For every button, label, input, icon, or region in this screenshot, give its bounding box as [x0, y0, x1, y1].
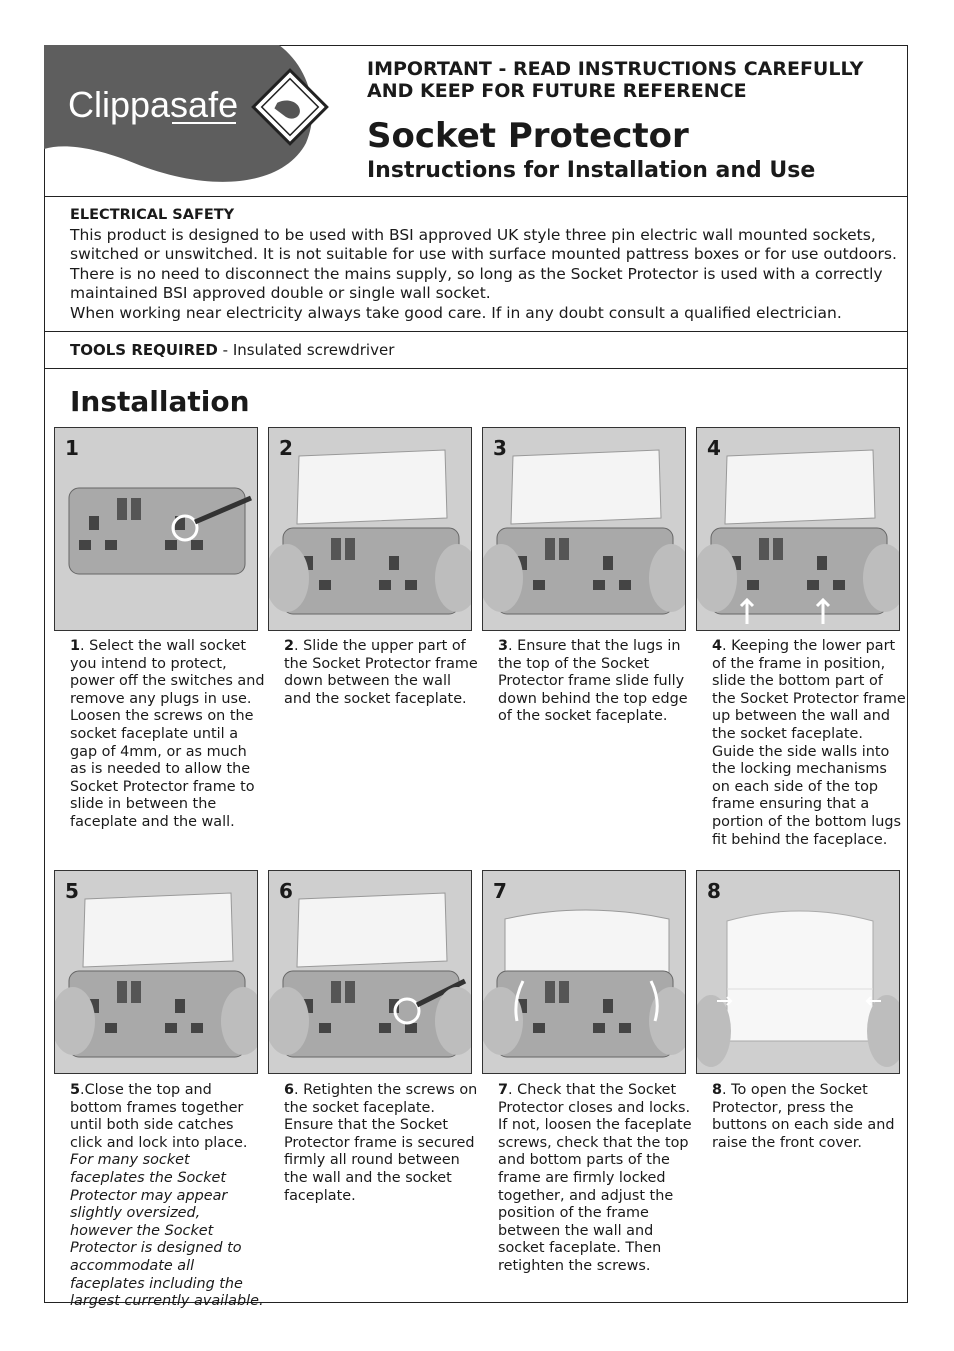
step-4-number: 4: [707, 436, 721, 460]
step-5-text: [70, 1082, 266, 1311]
installation-heading: Installation: [70, 385, 250, 418]
step-8-label: 8: [712, 1082, 723, 1098]
step-2-number: 2: [279, 436, 293, 460]
step-8-image: [696, 870, 900, 1074]
electrical-safety-heading: ELECTRICAL SAFETY: [70, 207, 235, 223]
step-7-text: [498, 1082, 694, 1276]
step-7-label: 7: [498, 1082, 509, 1098]
step-1-description: . Select the wall socket you intend to protect, power off the switches and remove any plugs in use. Loosen the screws on the socket faceplate until a gap of 4mm, or as much as is needed to allow the Socket Protector frame to slide in between the faceplate and the wall.: [70, 638, 265, 830]
step-7-number: 7: [493, 879, 507, 903]
step-1-text: [70, 638, 266, 832]
step-8-number: 8: [707, 879, 721, 903]
step-6-number: 6: [279, 879, 293, 903]
step-3-image: [482, 427, 686, 631]
step-7-image: [482, 870, 686, 1074]
step-1-label: 1: [70, 638, 81, 654]
step-7-description: . Check that the Socket Protector closes and locks. If not, loosen the faceplate screws, check that the top and bottom parts of the frame are firmly locked together, and adjust the position of the frame between the wall and socket faceplate. Then retighten the screws.: [498, 1082, 692, 1274]
svg-text:Clippasafe: Clippasafe: [68, 84, 239, 125]
step-8-text: [712, 1082, 908, 1152]
divider-safety: [44, 331, 908, 332]
step-2-label: 2: [284, 638, 295, 654]
step-3-number: 3: [493, 436, 507, 460]
electrical-safety-body: This product is designed to be used with BSI approved UK style three pin electric wall mounted sockets, switched or unswitched. It is not suitable for use with surface mounted pattress boxes or for use outdoors. There is no need to disconnect the mains supply, so long as the Socket Protector is used with a correctly maintained BSI approved double or single wall socket.: [70, 225, 897, 302]
tools-required-label: TOOLS REQUIRED: [70, 341, 218, 359]
step-2-image: [268, 427, 472, 631]
step-5-image: [54, 870, 258, 1074]
step-5-label: 5: [70, 1082, 81, 1098]
step-2-description: . Slide the upper part of the Socket Protector frame down between the wall and the socket faceplate.: [284, 638, 478, 707]
step-5-description: .Close the top and bottom frames together until both side catches click and lock into place.: [70, 1082, 248, 1151]
step-2-text: [284, 638, 480, 708]
step-3-label: 3: [498, 638, 509, 654]
electrical-safety-warning: When working near electricity always take good care. If in any doubt consult a qualified electrician.: [70, 303, 842, 322]
step-4-image: [696, 427, 900, 631]
step-6-image: [268, 870, 472, 1074]
page-title: Socket Protector: [367, 116, 689, 156]
electrical-safety-section: [70, 206, 900, 323]
step-6-description: . Retighten the screws on the socket faceplate. Ensure that the Socket Protector frame is secured firmly all round between the wall and the socket faceplate.: [284, 1082, 478, 1204]
clippasafe-logo: [44, 45, 344, 197]
tools-required: [70, 340, 394, 360]
tools-required-text: - Insulated screwdriver: [217, 341, 395, 359]
important-notice: IMPORTANT - READ INSTRUCTIONS CAREFULLY AND KEEP FOR FUTURE REFERENCE: [367, 58, 864, 102]
step-6-label: 6: [284, 1082, 295, 1098]
step-1-image: [54, 427, 258, 631]
page-subtitle: Instructions for Installation and Use: [367, 158, 816, 183]
step-4-description: . Keeping the lower part of the frame in position, slide the bottom part of the Socket Protector frame up between the wall and the socket faceplate. Guide the side walls into the locking mechanisms on each side of the top frame ensuring that a portion of the bottom lugs fit behind the faceplace.: [712, 638, 906, 848]
step-1-number: 1: [65, 436, 79, 460]
step-5-number: 5: [65, 879, 79, 903]
step-8-description: . To open the Socket Protector, press the buttons on each side and raise the front cover.: [712, 1082, 895, 1151]
step-3-text: [498, 638, 694, 726]
step-4-label: 4: [712, 638, 723, 654]
step-4-text: [712, 638, 908, 849]
step-3-description: . Ensure that the lugs in the top of the Socket Protector frame slide fully down behind the top edge of the socket faceplate.: [498, 638, 688, 725]
step-6-text: [284, 1082, 480, 1205]
divider-tools: [44, 368, 908, 369]
step-5-note: For many socket faceplates the Socket Protector may appear slightly oversized, however the Socket Protector is designed to accommodate all faceplates including the largest currently available.: [70, 1152, 264, 1310]
